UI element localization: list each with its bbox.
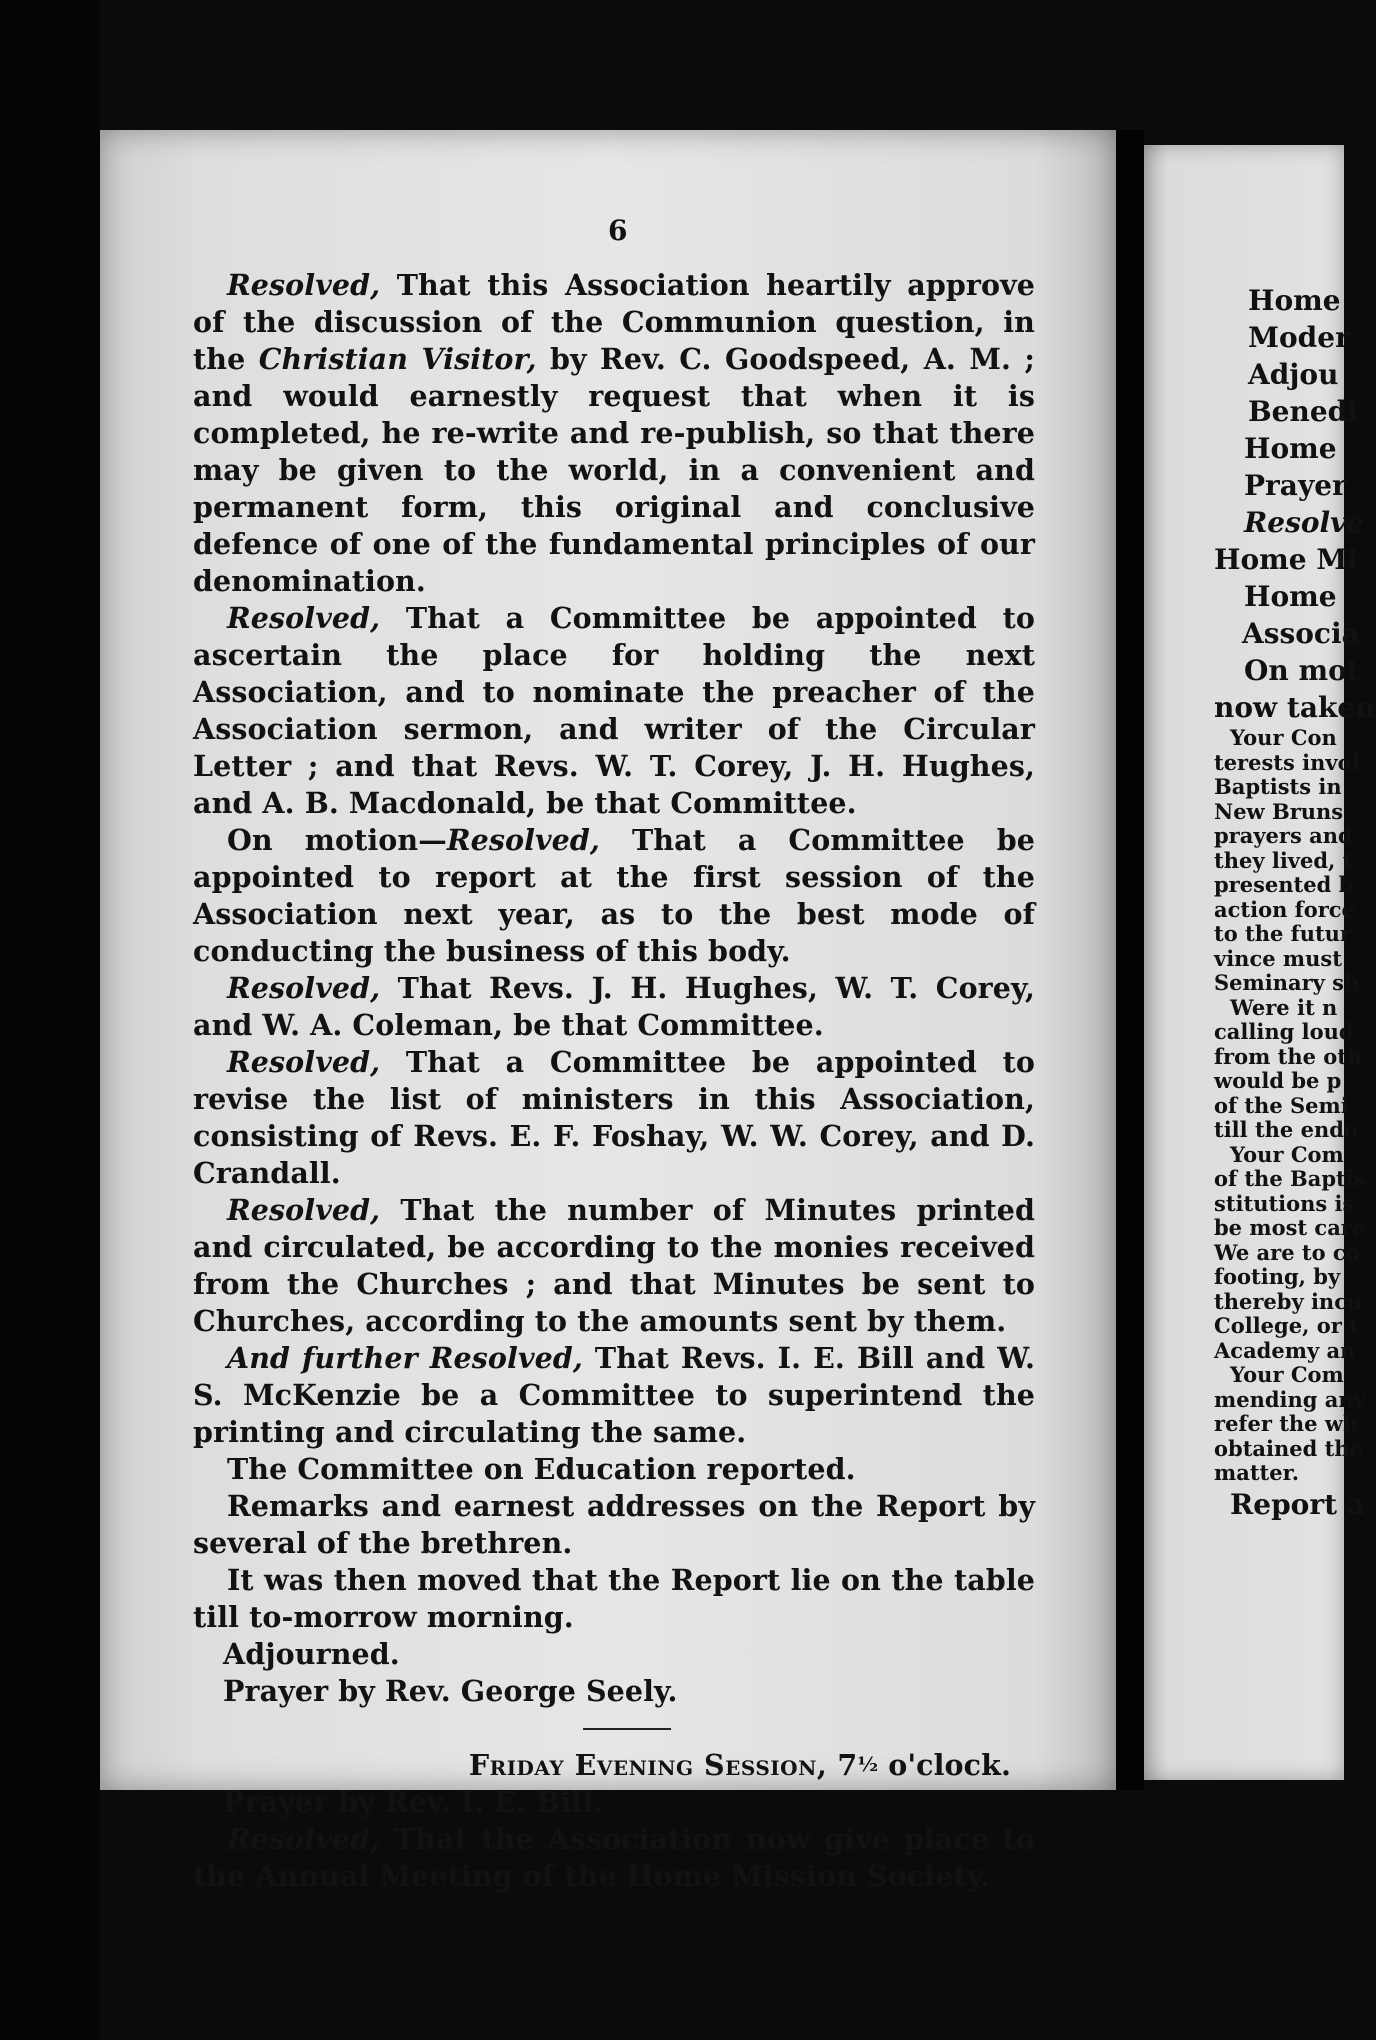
right-small-line: action force: [1214, 896, 1355, 922]
right-small-line: College, or t: [1214, 1313, 1359, 1338]
right-line: Prayer: [1244, 469, 1347, 502]
right-line: Associa: [1242, 617, 1360, 650]
paragraph-business-committee-members: Resolved, That Revs. J. H. Hughes, W. T. Corey, and W. A. Coleman, be that Committee.: [193, 971, 1035, 1042]
right-small-line: mending any: [1214, 1386, 1366, 1412]
right-small-line: prayers and: [1214, 823, 1353, 848]
right-small-line: of the Baptis: [1214, 1166, 1366, 1191]
paragraph-adjourned: Adjourned.: [223, 1637, 400, 1671]
page-body-text: [193, 267, 1035, 1895]
right-small-line: Your Con: [1230, 725, 1337, 750]
right-small-line: footing, by: [1214, 1264, 1341, 1289]
paragraph-prayer-bill: Prayer by Rev. I. E. Bill.: [223, 1785, 604, 1819]
right-page-text: [1144, 282, 1376, 1523]
paragraph-report-tabled: It was then moved that the Report lie on the table till to-morrow morning.: [193, 1563, 1035, 1634]
right-small-line: New Bruns: [1214, 798, 1344, 824]
right-small-line: Your Com: [1230, 1362, 1344, 1387]
right-small-line: Your Com: [1230, 1141, 1344, 1167]
right-page-small-text: [1144, 725, 1366, 1486]
paragraph-next-association-committee: Resolved, That a Committee be appointed to ascertain the place for holding the next Association, and to nominate the preacher of the Association sermon, and writer of the Circular Letter ; and that Revs. W. T. Corey, J. H. Hughes, and A. B. Macdonald, be that Committee.: [193, 601, 1035, 820]
right-small-line: refer the wh: [1214, 1411, 1359, 1436]
right-line: Home: [1244, 580, 1337, 613]
paragraph-ministers-list-committee: Resolved, That a Committee be appointed to revise the list of ministers in this Association, consisting of Revs. E. F. Foshay, W. W. Corey, and D. Crandall.: [193, 1045, 1035, 1190]
right-small-line: till the endo: [1214, 1117, 1358, 1142]
right-small-line: stitutions is: [1214, 1190, 1355, 1216]
paragraph-remarks: Remarks and earnest addresses on the Report by several of the brethren.: [193, 1489, 1035, 1560]
right-small-line: We are to co: [1214, 1239, 1360, 1265]
paragraph-communion-resolution: Resolved, That this Association heartily approve of the discussion of the Communion question, in the Christian Visitor, by Rev. C. Goodspeed, A. M. ; and would earnestly request that when it is completed, he re-write and re-publish, so that there may be given to the world, in a convenient and permanent form, this original and conclusive defence of one of the fundamental principles of our denomination.: [193, 268, 1035, 598]
right-line: Home: [1248, 284, 1341, 317]
right-small-line: be most care: [1214, 1215, 1366, 1240]
right-line: Benedi: [1248, 395, 1358, 428]
right-small-line: to the futur: [1214, 921, 1351, 946]
right-small-line: matter.: [1214, 1460, 1300, 1485]
right-small-line: vince must: [1214, 945, 1342, 971]
page-number: 6: [608, 214, 628, 247]
paragraph-home-mission-resolution: Resolved, That the Association now give place to the Annual Meeting of the Home Mission Society.: [193, 1822, 1035, 1893]
right-small-line: obtained the: [1214, 1435, 1363, 1461]
right-small-line: from the oth: [1214, 1043, 1363, 1069]
right-line: On mot: [1244, 654, 1360, 687]
paragraph-education-report: The Committee on Education reported.: [227, 1452, 856, 1486]
right-small-line: Seminary sh: [1214, 970, 1360, 995]
right-line: Home: [1244, 432, 1337, 465]
paragraph-minutes-printing: Resolved, That the number of Minutes printed and circulated, be according to the monies received from the Churches ; and that Minutes be sent to Churches, according to the amounts sent by them.: [193, 1193, 1035, 1338]
left-page: [100, 130, 1116, 1893]
right-line: now taken: [1214, 691, 1376, 724]
right-small-line: of the Semi: [1214, 1092, 1349, 1118]
right-small-line: presented b: [1214, 872, 1354, 897]
right-page-fragment: [1144, 145, 1376, 1780]
right-line: Report a: [1230, 1487, 1365, 1521]
right-small-line: Were it n: [1230, 994, 1338, 1020]
book-binding-shadow: [0, 0, 100, 2040]
right-line: Resolve: [1244, 506, 1365, 539]
paragraph-business-mode-motion: On motion—Resolved, That a Committee be appointed to report at the first session of the Association next year, as to the best mode of conducting the business of this body.: [193, 823, 1035, 968]
right-small-line: Baptists in: [1214, 774, 1342, 799]
right-line: Moder: [1248, 321, 1350, 354]
right-line: Adjou: [1248, 358, 1339, 391]
right-line: Home Mi: [1214, 543, 1358, 576]
right-small-line: they lived, t: [1214, 847, 1353, 873]
paragraph-printing-committee: And further Resolved, That Revs. I. E. Bill and W. S. McKenzie be a Committee to superintend the printing and circulating the same.: [193, 1341, 1035, 1449]
page-gutter: [1116, 130, 1144, 1790]
right-small-line: would be p: [1214, 1068, 1342, 1093]
right-small-line: terests invol: [1214, 749, 1360, 775]
right-small-line: thereby incu: [1214, 1288, 1363, 1314]
paragraph-prayer-seely: Prayer by Rev. George Seely.: [223, 1674, 678, 1708]
right-small-line: Academy an: [1214, 1337, 1356, 1363]
right-small-line: calling loud: [1214, 1019, 1354, 1044]
section-divider: [583, 1728, 671, 1730]
session-heading: Friday Evening Session, 7½ o'clock.: [468, 1748, 1011, 1782]
